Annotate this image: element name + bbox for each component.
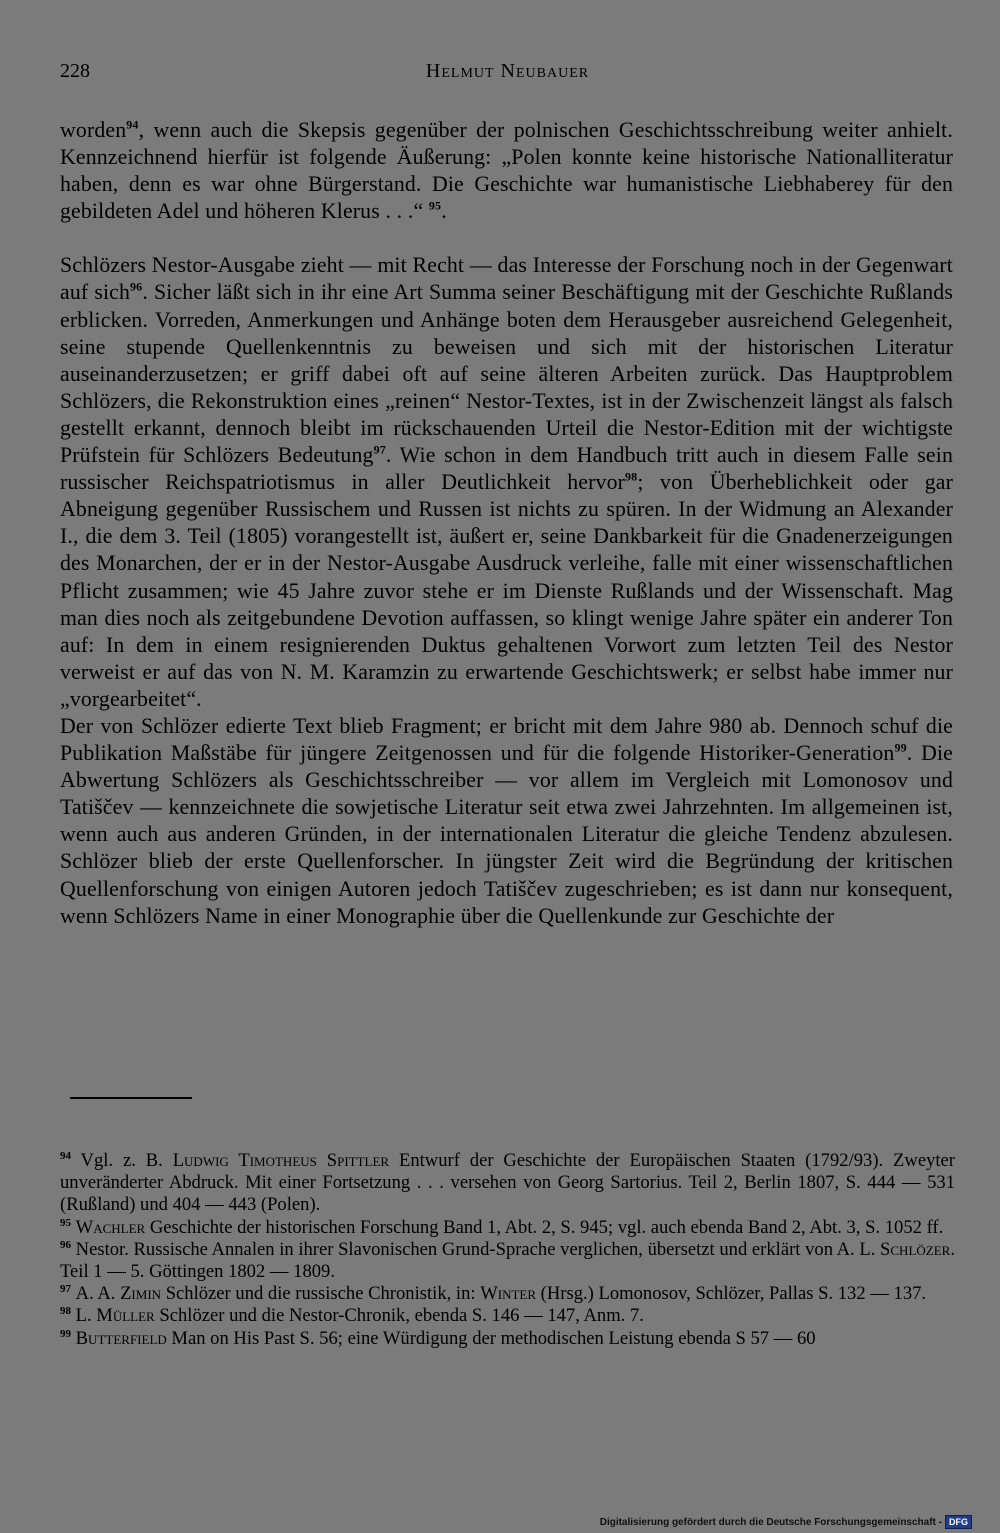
text-run: worden [60, 118, 127, 142]
footnote-number: 98 [60, 1305, 71, 1318]
text-run: Schlözer und die russische Chronistik, in: [161, 1283, 481, 1305]
text-run: Man on His Past S. 56; eine Würdigung der methodischen Leistung ebenda S 57 — 60 [166, 1327, 816, 1349]
text-run: . Wie schon in dem Handbuch tritt auch in diesem Falle sein russischer Reichspatriotismus in aller Deutlichkeit hervor [60, 443, 954, 495]
footnote-number: 99 [60, 1327, 71, 1340]
footnotes [60, 1150, 955, 1350]
paragraph-3 [60, 713, 953, 930]
footnote-ref-95: 95 [428, 199, 442, 214]
paragraph-2 [60, 252, 953, 713]
digitization-credit [600, 1515, 972, 1529]
footnote-98 [60, 1305, 955, 1327]
author-name: Wachler [75, 1216, 146, 1238]
footnote-separator [70, 1097, 192, 1099]
running-head: Helmut Neubauer [425, 60, 590, 82]
footnote-ref-97: 97 [373, 442, 386, 457]
dfg-logo: DFG [945, 1515, 972, 1529]
footnote-number: 95 [60, 1216, 71, 1229]
text-run: Schlözer und die Nestor-Chronik, ebenda S. 146 — 147, Anm. 7. [154, 1305, 644, 1327]
text-run: . Teil 1 — 5. Göttingen 1802 — 1809. [60, 1238, 955, 1283]
text-run: ; von Überheblichkeit oder gar Abneigung gegenüber Russischem und Russen ist nichts zu spüren. In der Widmung an Alexander I., die dem 3. Teil (1805) vorangestellt ist, äußert er, seine Dankbarkeit für die Gnadenerzeigungen des Monarchen, der er in der Nestor-Ausgabe Ausdruck verleihe, falle mit einer wissenschaftlichen Pflicht zusammen; wie 45 Jahre zuvor stehe er im Dienste Rußlands und der Wissenschaft. Mag man dies noch als zeitgebundene Devotion auffassen, so klingt wenige Jahre später ein anderer Ton auf: In dem in einem resignierenden Duktus gehaltenen Vorwort zum letzten Teil des Nestor verweist er auf das von N. M. Karamzin zu erwartende Geschichtswerk; er selbst habe immer nur „vorgearbeitet“. [60, 470, 953, 711]
author-name: Butterfield [75, 1327, 167, 1349]
footnote-94 [60, 1150, 955, 1217]
author-name: A. A. Zimin [75, 1283, 162, 1305]
text-run: Vgl. z. B. [80, 1150, 173, 1171]
text-run: Der von Schlözer edierte Text blieb Fragment; er bricht mit dem Jahre 980 ab. Dennoch schuf die Publikation Maßstäbe für jüngere Zeitgenossen und für die folgende Historiker-Generation [60, 713, 953, 766]
footnote-ref-99: 99 [894, 740, 907, 755]
author-name: L. Müller [75, 1305, 155, 1327]
footnote-ref-96: 96 [130, 280, 143, 295]
footnote-ref-94: 94 [126, 117, 139, 132]
footnote-97 [60, 1283, 955, 1305]
main-text [60, 117, 953, 930]
page-number: 228 [60, 60, 90, 82]
text-run: Entwurf der Geschichte der Europäischen Staaten (1792/93). Zweyter unveränderter Abdruck. Mit einer Fortsetzung . . . versehen von Georg Sartorius. Teil 2, Berlin 1807, S. 444 — 531 (Rußland) und 404 — 443 (Polen). [60, 1150, 955, 1216]
author-name: Schlözer [880, 1238, 951, 1260]
footnote-number: 94 [60, 1149, 71, 1162]
text-run: . [441, 199, 447, 224]
text-run: (Hrsg.) Lomonosov, Schlözer, Pallas S. 132 — 137. [536, 1283, 927, 1305]
text-run: Geschichte der historischen Forschung Band 1, Abt. 2, S. 945; vgl. auch ebenda Band 2, Abt. 3, S. 1052 ff. [145, 1216, 944, 1238]
credit-text: Digitalisierung gefördert durch die Deutsche Forschungsgemeinschaft - [599, 1516, 942, 1528]
page-header [60, 60, 955, 90]
text-run: Nestor. Russische Annalen in ihrer Slavonischen Grund-Sprache verglichen, übersetzt und erklärt von A. L. [75, 1238, 881, 1260]
author-name: Winter [480, 1283, 537, 1305]
footnote-96 [60, 1239, 955, 1283]
footnote-99 [60, 1328, 955, 1350]
text-run: , wenn auch die Skepsis gegenüber der polnischen Geschichtsschreibung weiter anhielt. Kennzeichnend hierfür ist folgende Äußerung: „Polen konnte keine historische Nationalliteratur haben, denn es war ohne Bürgerstand. Die Geschichte war humanistische Liebhaberey für den gebildeten Adel und höheren Klerus . . .“ [60, 118, 953, 224]
footnote-95 [60, 1217, 955, 1239]
footnote-ref-98: 98 [625, 469, 638, 484]
text-run: . Die Abwertung Schlözers als Geschichtsschreiber — vor allem im Vergleich mit Lomonosov und Tatiščev — kennzeichnete die sowjetische Literatur seit etwa zwei Jahrzehnten. Im allgemeinen ist, wenn auch aus anderen Gründen, in der internationalen Literatur die gleiche Tendenz abzulesen. Schlözer blieb der erste Quellenforscher. In jüngster Zeit wird die Begründung der kritischen Quellenforschung von einigen Autoren jedoch Tatiščev zugeschrieben; es ist dann nur konsequent, wenn Schlözers Name in einer Monographie über die Quellenkunde zur Geschichte der [60, 741, 953, 928]
text-run: . Sicher läßt sich in ihr eine Art Summa seiner Beschäftigung mit der Geschichte Rußlands erblicken. Vorreden, Anmerkungen und Anhänge boten dem Herausgeber ausreichend Gelegenheit, seine stupende Quellenkenntnis zu beweisen und sich mit der historischen Literatur auseinanderzusetzen; er griff dabei oft auf seine älteren Arbeiten zurück. Das Hauptproblem Schlözers, die Rekonstruktion eines „reinen“ Nestor-Textes, ist in der Zwischenzeit längst als falsch gestellt erkannt, dennoch bleibt im rückschauenden Urteil die Nestor-Edition mit der wichtigste Prüfstein für Schlözers Bedeutung [60, 280, 953, 468]
paragraph-1 [60, 117, 953, 225]
text-run: Schlözers Nestor-Ausgabe zieht — mit Recht — das Interesse der Forschung noch in der Gegenwart auf sich [60, 253, 953, 305]
author-name: Ludwig Timotheus Spittler [172, 1150, 390, 1171]
footnote-number: 97 [60, 1283, 71, 1296]
footnote-number: 96 [60, 1238, 71, 1251]
